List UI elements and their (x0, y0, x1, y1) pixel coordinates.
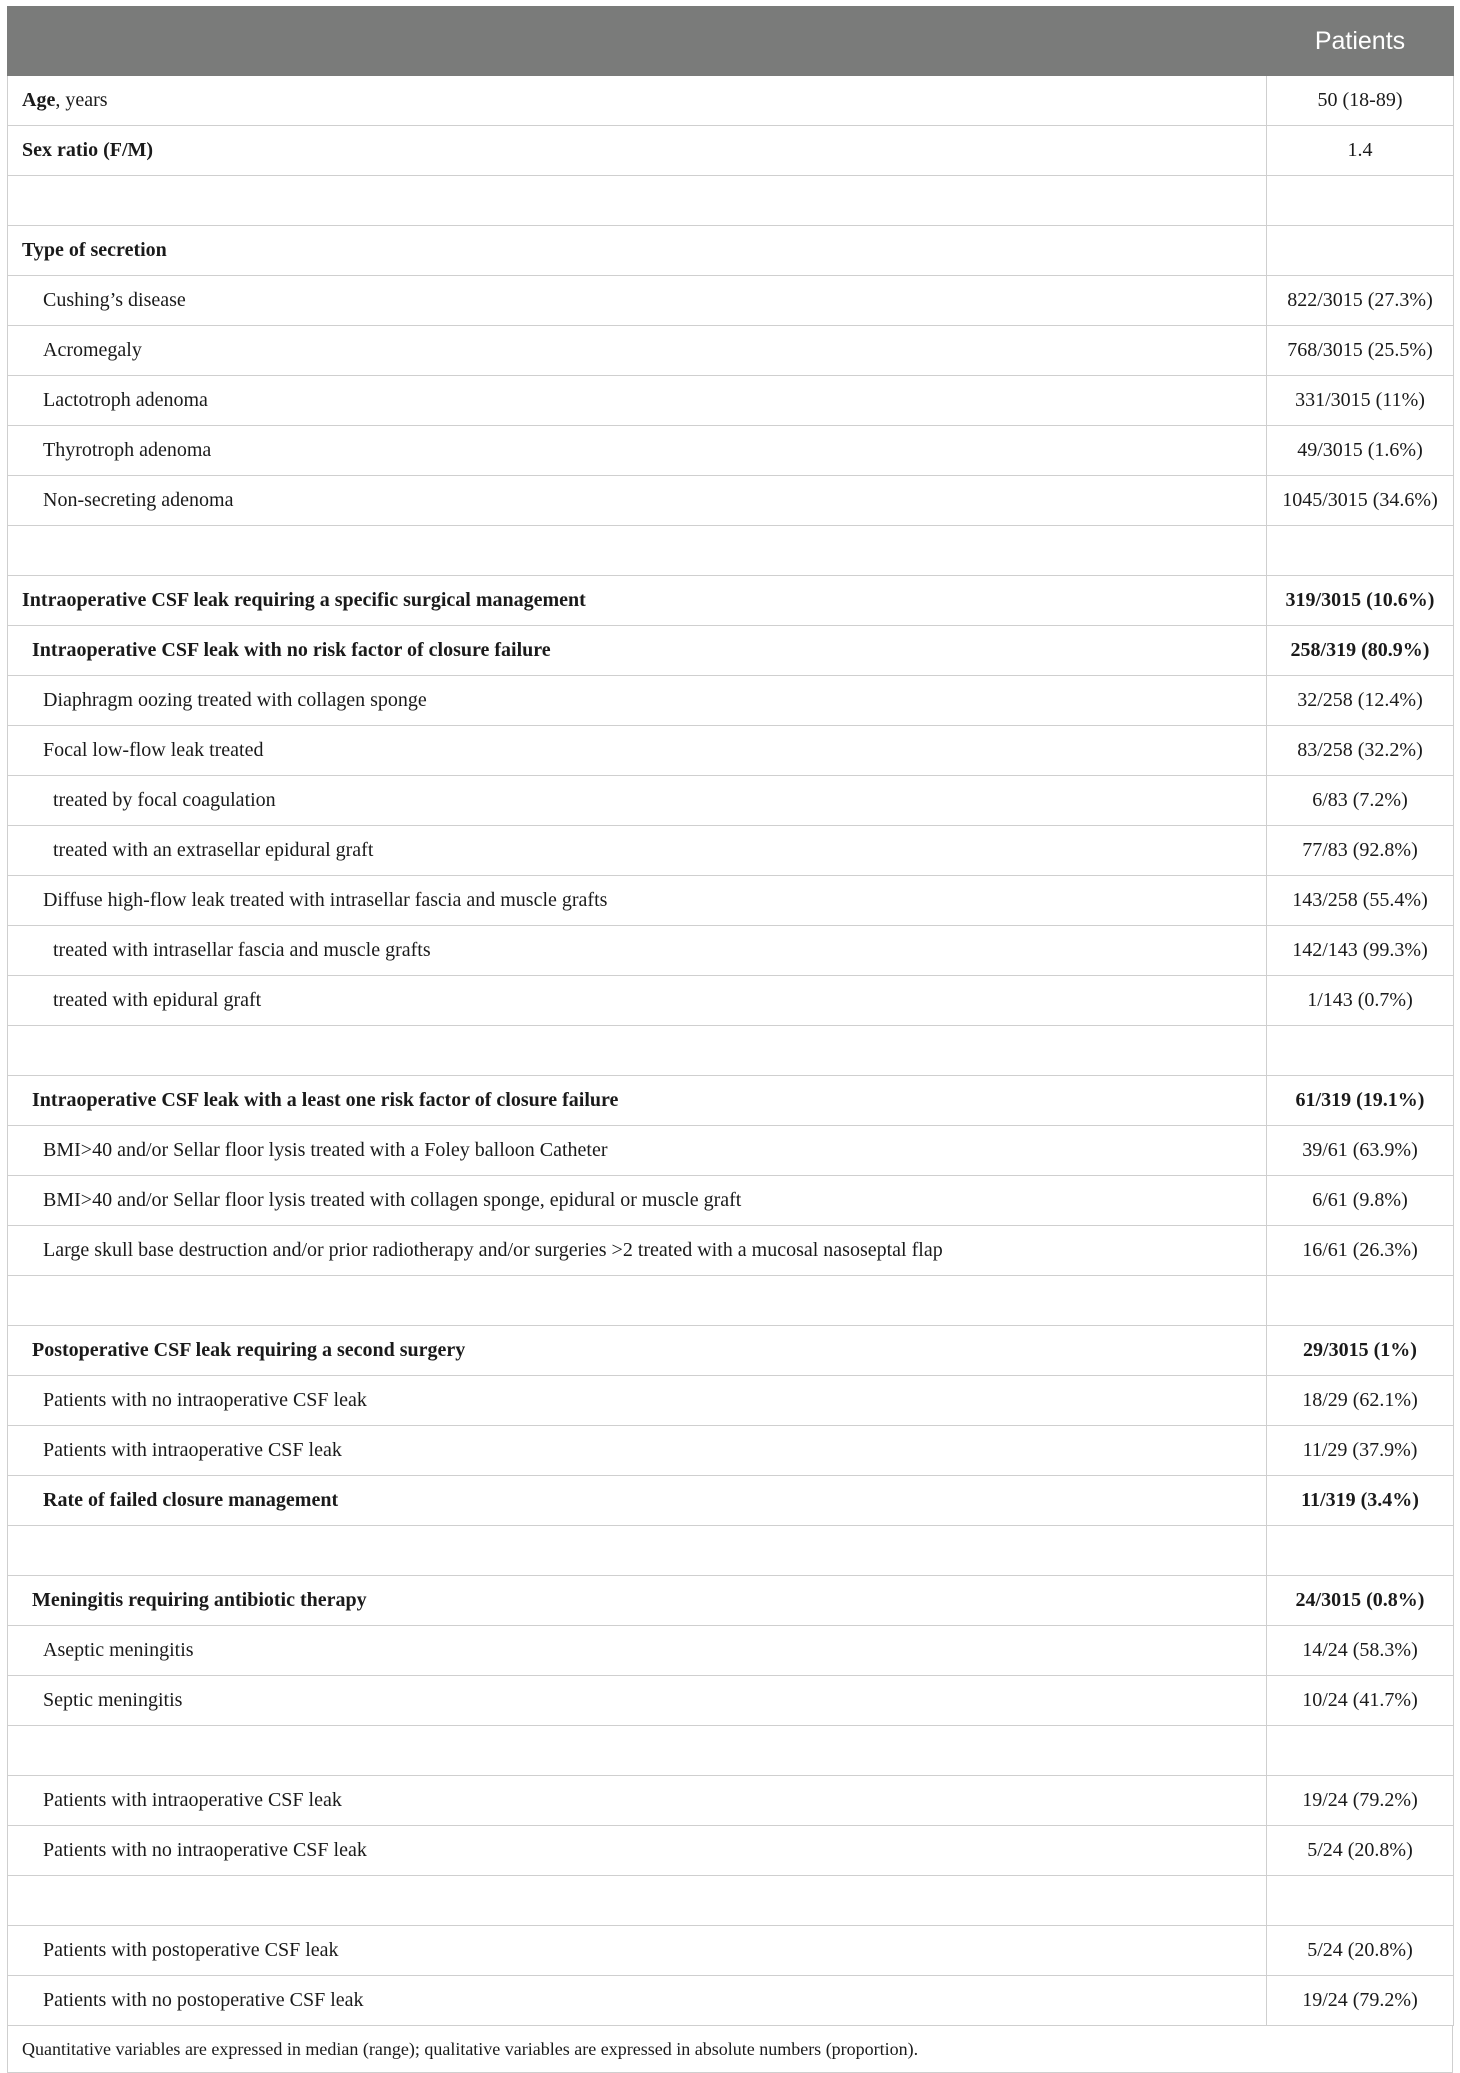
table-row (8, 476, 1454, 526)
row-value-cell: 143/258 (55.4%) (1267, 876, 1454, 926)
row-label-cell (8, 1876, 1267, 1926)
row-label-cell: Aseptic meningitis (8, 1626, 1267, 1676)
row-value-cell (1267, 226, 1454, 276)
row-label-cell (8, 126, 1267, 176)
row-label-cell: Septic meningitis (8, 1676, 1267, 1726)
row-value-cell: 1.4 (1267, 126, 1454, 176)
row-value-cell: 319/3015 (10.6%) (1267, 576, 1454, 626)
table-row (8, 1076, 1454, 1126)
table-row (8, 1976, 1454, 2026)
header-patients-cell: Patients (1267, 7, 1454, 76)
row-label-cell: Non-secreting adenoma (8, 476, 1267, 526)
row-value-cell: 142/143 (99.3%) (1267, 926, 1454, 976)
row-value-cell: 32/258 (12.4%) (1267, 676, 1454, 726)
table-row (8, 1676, 1454, 1726)
row-label-cell: Lactotroph adenoma (8, 376, 1267, 426)
table-footnote: Quantitative variables are expressed in median (range); qualitative variables are expressed in absolute numbers (proportion). (7, 2026, 1453, 2073)
row-value-cell: 1045/3015 (34.6%) (1267, 476, 1454, 526)
row-label-cell (8, 526, 1267, 576)
table-row (8, 826, 1454, 876)
table-row (8, 276, 1454, 326)
table-row (8, 626, 1454, 676)
row-label-cell: Cushing’s disease (8, 276, 1267, 326)
row-value-cell (1267, 1726, 1454, 1776)
row-label-cell: Patients with intraoperative CSF leak (8, 1426, 1267, 1476)
table-row (8, 1476, 1454, 1526)
row-value-cell (1267, 1526, 1454, 1576)
table-row (8, 326, 1454, 376)
row-label-rest: , years (55, 89, 108, 111)
table-row (8, 1926, 1454, 1976)
row-value-cell: 29/3015 (1%) (1267, 1326, 1454, 1376)
row-value-cell: 11/29 (37.9%) (1267, 1426, 1454, 1476)
table-row (8, 1276, 1454, 1326)
row-value-cell (1267, 1276, 1454, 1326)
row-label-cell: Type of secretion (8, 226, 1267, 276)
patients-table (7, 6, 1454, 2026)
row-value-cell: 77/83 (92.8%) (1267, 826, 1454, 876)
table-header-row (8, 7, 1454, 76)
table-row (8, 1876, 1454, 1926)
row-label-cell: BMI>40 and/or Sellar floor lysis treated with a Foley balloon Catheter (8, 1126, 1267, 1176)
row-label-cell: treated with epidural graft (8, 976, 1267, 1026)
table-row (8, 1376, 1454, 1426)
table-row (8, 1526, 1454, 1576)
row-value-cell: 11/319 (3.4%) (1267, 1476, 1454, 1526)
row-label-cell: Thyrotroph adenoma (8, 426, 1267, 476)
table-body (8, 76, 1454, 2026)
row-value-cell: 18/29 (62.1%) (1267, 1376, 1454, 1426)
table-row (8, 1826, 1454, 1876)
row-value-cell: 83/258 (32.2%) (1267, 726, 1454, 776)
row-value-cell: 768/3015 (25.5%) (1267, 326, 1454, 376)
row-value-cell: 822/3015 (27.3%) (1267, 276, 1454, 326)
row-value-cell: 10/24 (41.7%) (1267, 1676, 1454, 1726)
row-label-bold: Age (22, 89, 56, 111)
row-label-cell: treated with intrasellar fascia and muscle grafts (8, 926, 1267, 976)
table-row (8, 1776, 1454, 1826)
row-label-cell (8, 1526, 1267, 1576)
row-value-cell: 14/24 (58.3%) (1267, 1626, 1454, 1676)
row-label-cell: treated with an extrasellar epidural graft (8, 826, 1267, 876)
row-label-cell: Intraoperative CSF leak with no risk factor of closure failure (8, 626, 1267, 676)
table-row (8, 1126, 1454, 1176)
row-value-cell: 61/319 (19.1%) (1267, 1076, 1454, 1126)
row-value-cell: 50 (18-89) (1267, 76, 1454, 126)
row-label-cell: Patients with no intraoperative CSF leak (8, 1826, 1267, 1876)
row-value-cell: 258/319 (80.9%) (1267, 626, 1454, 676)
row-label-cell: Intraoperative CSF leak with a least one risk factor of closure failure (8, 1076, 1267, 1126)
row-value-cell (1267, 1876, 1454, 1926)
row-label-cell: Patients with no postoperative CSF leak (8, 1976, 1267, 2026)
row-label-cell: Rate of failed closure management (8, 1476, 1267, 1526)
row-value-cell: 5/24 (20.8%) (1267, 1826, 1454, 1876)
table-row (8, 426, 1454, 476)
table-row (8, 926, 1454, 976)
row-label-bold: Sex ratio (F/M) (22, 139, 154, 161)
table-row (8, 576, 1454, 626)
row-label-cell: treated by focal coagulation (8, 776, 1267, 826)
table-row (8, 676, 1454, 726)
table-row (8, 1576, 1454, 1626)
row-value-cell: 331/3015 (11%) (1267, 376, 1454, 426)
row-value-cell: 19/24 (79.2%) (1267, 1976, 1454, 2026)
row-value-cell: 5/24 (20.8%) (1267, 1926, 1454, 1976)
row-label-cell: BMI>40 and/or Sellar floor lysis treated with collagen sponge, epidural or muscle graft (8, 1176, 1267, 1226)
row-value-cell: 49/3015 (1.6%) (1267, 426, 1454, 476)
row-label-cell: Diffuse high-flow leak treated with intrasellar fascia and muscle grafts (8, 876, 1267, 926)
table-row (8, 226, 1454, 276)
table-row (8, 726, 1454, 776)
row-value-cell: 1/143 (0.7%) (1267, 976, 1454, 1026)
table-row (8, 526, 1454, 576)
row-label-cell: Focal low-flow leak treated (8, 726, 1267, 776)
row-label-cell: Patients with postoperative CSF leak (8, 1926, 1267, 1976)
table-row (8, 1026, 1454, 1076)
row-value-cell (1267, 526, 1454, 576)
row-label-cell: Acromegaly (8, 326, 1267, 376)
table-row (8, 1176, 1454, 1226)
row-value-cell: 6/83 (7.2%) (1267, 776, 1454, 826)
table-row (8, 376, 1454, 426)
row-label-cell: Large skull base destruction and/or prior radiotherapy and/or surgeries >2 treated with a mucosal nasoseptal flap (8, 1226, 1267, 1276)
header-label-cell (8, 7, 1267, 76)
row-label-cell: Meningitis requiring antibiotic therapy (8, 1576, 1267, 1626)
row-label-cell: Patients with intraoperative CSF leak (8, 1776, 1267, 1826)
row-label-cell: Diaphragm oozing treated with collagen sponge (8, 676, 1267, 726)
row-label-cell: Patients with no intraoperative CSF leak (8, 1376, 1267, 1426)
table-row (8, 1426, 1454, 1476)
row-value-cell: 16/61 (26.3%) (1267, 1226, 1454, 1276)
row-label-cell: Intraoperative CSF leak requiring a specific surgical management (8, 576, 1267, 626)
table-row (8, 776, 1454, 826)
row-value-cell: 6/61 (9.8%) (1267, 1176, 1454, 1226)
table-row (8, 976, 1454, 1026)
table-row (8, 876, 1454, 926)
row-value-cell: 24/3015 (0.8%) (1267, 1576, 1454, 1626)
table-row (8, 1226, 1454, 1276)
document-table-container (7, 6, 1453, 2073)
row-value-cell (1267, 1026, 1454, 1076)
row-value-cell (1267, 176, 1454, 226)
table-row (8, 1626, 1454, 1676)
row-value-cell: 19/24 (79.2%) (1267, 1776, 1454, 1826)
table-row (8, 76, 1454, 126)
row-label-cell: Postoperative CSF leak requiring a second surgery (8, 1326, 1267, 1376)
table-row (8, 1326, 1454, 1376)
table-row (8, 126, 1454, 176)
row-label-cell (8, 1276, 1267, 1326)
row-label-cell (8, 1026, 1267, 1076)
table-row (8, 1726, 1454, 1776)
row-label-cell (8, 76, 1267, 126)
row-value-cell: 39/61 (63.9%) (1267, 1126, 1454, 1176)
row-label-cell (8, 176, 1267, 226)
table-row (8, 176, 1454, 226)
row-label-cell (8, 1726, 1267, 1776)
